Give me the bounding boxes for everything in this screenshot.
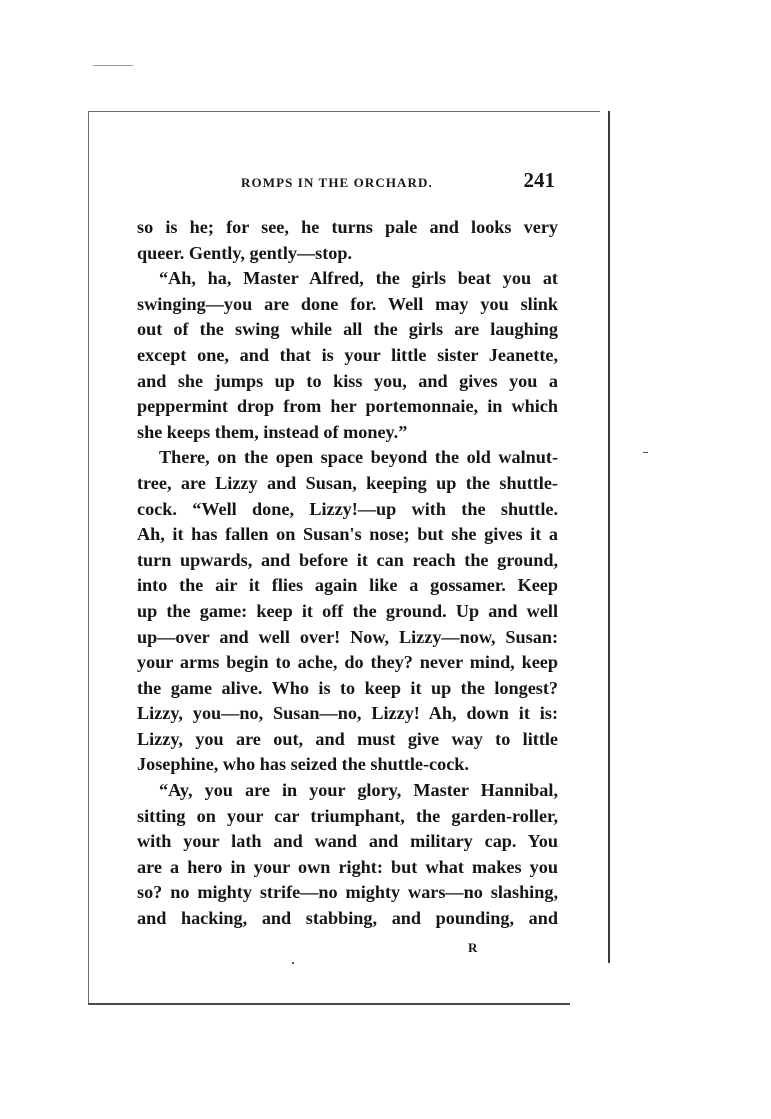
page-border-left	[88, 111, 89, 1004]
text-line: your arms begin to ache, do they? never mind, keep	[137, 652, 558, 673]
margin-rule-mark	[93, 65, 133, 66]
text-line: up—over and well over! Now, Lizzy—now, Susan:	[137, 626, 558, 647]
page-border-bottom	[88, 1003, 570, 1005]
text-line: turn upwards, and before it can reach the ground,	[137, 549, 558, 570]
text-line: up the game: keep it off the ground. Up and well	[137, 600, 558, 621]
text-line: except one, and that is your little sister Jeanette,	[137, 344, 558, 365]
body-text	[137, 215, 558, 932]
text-line: so is he; for see, he turns pale and looks very	[137, 217, 558, 237]
text-line: out of the swing while all the girls are laughing	[137, 319, 558, 340]
scan-speck	[292, 962, 294, 964]
text-line: Lizzy, you are out, and must give way to little	[137, 728, 558, 749]
text-line: queer. Gently, gently—stop.	[137, 242, 353, 263]
text-line: are a hero in your own right: but what makes you	[137, 856, 558, 877]
text-line: tree, are Lizzy and Susan, keeping up the shuttle-	[137, 472, 558, 493]
text-line: “Ay, you are in your glory, Master Hannibal,	[159, 780, 558, 801]
text-line: swinging—you are done for. Well may you slink	[137, 293, 558, 314]
scan-speck	[643, 452, 648, 453]
text-line: Josephine, who has seized the shuttle-cock.	[137, 754, 469, 775]
text-line: Lizzy, you—no, Susan—no, Lizzy! Ah, down it is:	[137, 703, 558, 724]
text-line: the game alive. Who is to keep it up the longest?	[137, 677, 558, 698]
running-title: ROMPS IN THE ORCHARD.	[241, 175, 433, 190]
text-line: and she jumps up to kiss you, and gives you a	[137, 370, 558, 391]
page-border-right	[608, 111, 610, 963]
text-line: There, on the open space beyond the old walnut-	[159, 447, 558, 468]
text-line: cock. “Well done, Lizzy!—up with the shuttle.	[137, 498, 558, 519]
text-line: so? no mighty strife—no mighty wars—no slashing,	[137, 882, 558, 903]
text-line: she keeps them, instead of money.”	[137, 421, 408, 442]
text-line: peppermint drop from her portemonnaie, in which	[137, 396, 558, 417]
text-line: and hacking, and stabbing, and pounding, and	[137, 908, 558, 929]
text-line: “Ah, ha, Master Alfred, the girls beat you at	[159, 268, 558, 289]
signature-mark: R	[468, 940, 478, 955]
page-border-top	[88, 111, 600, 112]
text-line: with your lath and wand and military cap. You	[137, 831, 558, 852]
page-number: 241	[523, 168, 555, 192]
text-line: into the air it flies again like a gossamer. Keep	[137, 575, 558, 596]
running-header	[136, 168, 559, 198]
text-line: Ah, it has fallen on Susan's nose; but she gives it a	[137, 524, 558, 545]
text-line: sitting on your car triumphant, the garden-roller,	[137, 805, 558, 826]
